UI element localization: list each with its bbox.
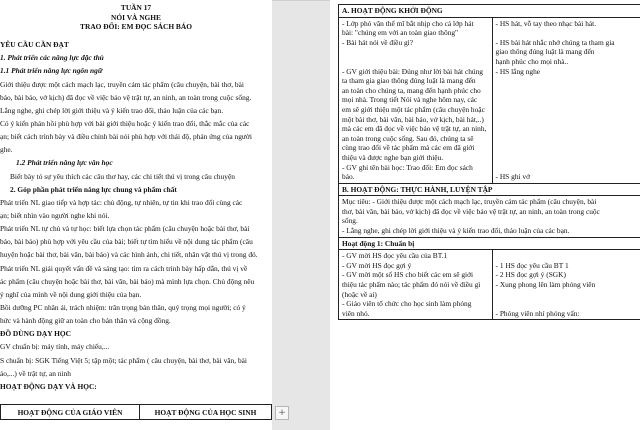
body-line: Có ý kiến phản hồi phù hợp với bài giới thiệu hoặc ý kiến trao đổi, thắc mắc của các (0, 118, 250, 128)
body-line: Giới thiệu được một cách mạch lạc, truyền cảm tác phẩm (câu chuyện, bài thơ, bài (0, 79, 244, 89)
body-line: 2. Góp phần phát triển năng lực chung và phẩm chất (10, 184, 177, 194)
cell-line: sống. (342, 216, 358, 226)
body-line: huyện hoặc bài thơ, bài văn, bài báo) và các hình ảnh, chi tiết, nhân vật thú vị trong đó. (0, 250, 258, 260)
cell-line (496, 95, 640, 105)
subject-heading: NÓI VÀ NGHE (111, 12, 161, 22)
cell-line (496, 290, 640, 300)
body-line: áo,...) về trật tự, an ninh (0, 368, 71, 378)
section-a-content (339, 17, 640, 183)
section-b-heading: B. HOẠT ĐỘNG: THỰC HÀNH, LUYỆN TẬP (339, 183, 640, 196)
cell-line: mà các em đã đọc về việc bảo vệ trật tự, an ninh, (342, 124, 487, 134)
lesson-title: TRAO ĐỔI: EM ĐỌC SÁCH BÁO (80, 22, 192, 31)
activity-1-title-row (339, 237, 640, 250)
cell-line: - HS bài hát nhắc nhở chúng ta tham gia (495, 37, 615, 47)
cell-line: cùng trao đổi về tác phẩm mà các em đã giới (342, 143, 475, 153)
cell-line (342, 57, 489, 67)
cell-line (496, 251, 640, 261)
activity-1-content (339, 250, 640, 320)
body-line: YÊU CẦU CẦN ĐẠT (0, 40, 69, 49)
cell-line (496, 163, 640, 173)
cell-line (496, 134, 640, 144)
cell-line: - Lớp phó văn thể mĩ bắt nhịp cho cả lớp hát (342, 18, 474, 28)
cell-line: - GV mời một số HS cho biết các em sẽ giới (342, 270, 474, 280)
cell-line: - 2 HS đọc gợi ý (SGK) (495, 270, 566, 280)
cell-line (496, 105, 640, 115)
cell-line: hạnh phúc cho mọi nhà.. (495, 56, 569, 66)
week-heading: TUẦN 17 (120, 3, 152, 12)
document-page-left (0, 0, 272, 430)
cell-line: - GV ghi tên bài học: Trao đổi: Em đọc sách (342, 162, 473, 172)
body-line: ghe. (0, 145, 13, 155)
student-column-header: HOẠT ĐỘNG CỦA HỌC SINH (140, 405, 272, 420)
cell-line: mọi nhà. Trong tiết Nói và nghe hôm nay, các (342, 95, 478, 105)
cell-line: thơ, bài văn, bài báo, vở kịch) đã đọc về việc bảo vệ trật tự, an ninh, an toàn trong cuộc (342, 206, 600, 216)
cell-line (496, 143, 640, 153)
body-line: Biết bày tỏ sự yêu thích các câu thơ hay, các chi tiết thú vị trong câu chuyện (10, 171, 235, 181)
cell-line: - HS hát, vỗ tay theo nhạc bài hát. (495, 18, 597, 28)
cell-line: an toàn cho chúng ta, mang đến hạnh phúc cho (342, 85, 481, 95)
cell-line: ta tham gia giao thông đúng luật là mang đến (342, 76, 476, 86)
body-line: S chuẩn bị: SGK Tiếng Việt 5; tập một; tác phẩm ( câu chuyện, bài thơ, bài văn, bài (0, 355, 247, 365)
cell-line (496, 124, 640, 134)
cell-line: giao thông đúng luật là mang đến (495, 47, 595, 57)
cell-line (342, 47, 489, 57)
body-line: 1.2 Phát triển năng lực văn học (16, 158, 113, 168)
cell-line: - HS lắng nghe (495, 66, 541, 76)
teacher-activity-cell (339, 17, 493, 183)
document-page-right (330, 0, 640, 430)
cell-line: an toàn trong cuộc sống. Sau đó, chúng ta sẽ (342, 133, 474, 143)
body-line: Lắng nghe, ghi chép lời giới thiệu và ý kiến trao đổi, thảo luận của các bạn. (0, 105, 224, 115)
cell-line: - GV giới thiệu bài: Đúng như lời bài hát chúng (342, 66, 484, 76)
cell-line: - 1 HS đọc yêu cầu BT 1 (495, 260, 569, 270)
activity-1-teacher-cell (339, 250, 493, 320)
body-line: ý nghĩ của mình về nội dung giới thiệu của bạn. (0, 289, 142, 299)
section-b-goal (339, 196, 640, 237)
teacher-column-header: HOẠT ĐỘNG CỦA GIÁO VIÊN (1, 405, 140, 420)
body-line: Bồi dưỡng PC nhân ái, trách nhiệm: trân trọng bản thân, quý trọng mọi người; có ý (0, 303, 246, 312)
cell-line (496, 76, 640, 86)
activity-1-title: Hoạt động 1: Chuẩn bị (339, 237, 640, 250)
cell-line (496, 299, 640, 309)
body-line: ạn; biết cách trình bày và điều chỉnh bài nói phù hợp với thái độ, phản ứng của người (0, 132, 252, 142)
body-line: ác phẩm (câu chuyện hoặc bài thơ, bài văn, bài báo) mà mình lựa chọn. Chủ động nêu (0, 276, 255, 286)
body-line: báo, bài báo, vở kịch) đã đọc về việc bảo vệ trật tự, an ninh, an toàn trong cuộc sống. (0, 92, 252, 102)
cell-line: viên nhỏ. (342, 308, 370, 318)
cell-line (496, 28, 640, 38)
lesson-activity-table (338, 4, 640, 320)
student-activity-cell (492, 17, 640, 183)
cell-line: bài: "chúng em với an toàn giao thông" (342, 28, 459, 38)
cell-line: - GV mời HS đọc yêu cầu của BT.1 (342, 251, 448, 261)
cell-line: - Bài hát nói về điều gì? (342, 37, 414, 47)
body-line: GV chuẩn bị: máy tính, máy chiếu,... (0, 342, 110, 352)
cell-line: - GV mời HS đọc gợi ý (342, 260, 412, 270)
body-line: hức và hành động giữ an toàn cho bản thân và cộng đồng. (0, 316, 171, 326)
body-line: HOẠT ĐỘNG DẠY VÀ HỌC: (0, 381, 97, 391)
page-gutter (272, 0, 330, 430)
add-page-button[interactable]: + (275, 406, 289, 420)
body-line: Phát triển NL tự chủ và tự học: biết lựa chọn tác phẩm (câu chuyện hoặc bài thơ, bài (0, 224, 250, 234)
cell-line (496, 153, 640, 163)
cell-line: - Giáo viên tổ chức cho học sinh làm phỏng (342, 299, 472, 309)
cell-line: - Xung phong lên làm phóng viên (495, 280, 596, 290)
cell-line: - HS ghi vở (495, 172, 531, 182)
section-a-row (339, 5, 640, 18)
cell-line: Mục tiêu: - Giới thiệu được một cách mạch lạc, truyền cảm tác phẩm (câu chuyện, bài (342, 197, 597, 207)
section-a-heading: A. HOẠT ĐỘNG KHỞI ĐỘNG (339, 5, 640, 18)
activity-table-header (0, 404, 272, 420)
cell-line: - Lắng nghe, ghi chép lời giới thiệu và ý kiến trao đổi, thảo luận của các bạn. (342, 226, 570, 236)
cell-line: (hoặc về ai) (342, 289, 377, 299)
cell-line: thiệu tác phẩm nào; tác phẩm đó nói về điều gì (342, 280, 481, 290)
body-line: 1. Phát triển các năng lực đặc thù (0, 53, 104, 63)
body-line: ạn; biết nhìn vào người nghe khi nói. (0, 211, 110, 220)
cell-line: thiệu và được nghe bạn giới thiệu. (342, 152, 444, 162)
body-line: 1.1 Phát triển năng lực ngôn ngữ (0, 66, 103, 76)
body-line: ĐỒ DÙNG DẠY HỌC (0, 329, 71, 339)
cell-line (496, 115, 640, 125)
body-line: Phát triển NL giải quyết vấn đề và sáng tạo: tìm ra cách trình bày hấp dẫn, thú vị về (0, 263, 248, 273)
section-b-row (339, 183, 640, 196)
body-line: Phát triển NL giao tiếp và hợp tác: chủ động, tự nhiên, tự tin khi trao đổi cùng các (0, 197, 243, 207)
section-b-goal-row (339, 196, 640, 237)
cell-line: - Phóng viên nhí phỏng vấn: (495, 308, 580, 318)
activity-1-student-cell (492, 250, 640, 320)
cell-line (496, 86, 640, 96)
cell-line: em sẽ giới thiệu một tác phẩm (câu chuyện hoặc (342, 104, 485, 114)
cell-line: báo. (342, 172, 355, 182)
cell-line: một bài thơ, bài văn, bài báo, vở kịch, bài hát,..) (342, 114, 484, 124)
body-line: báo, bài báo) phù hợp với yêu cầu của bài; biết tự tìm hiểu về nội dung tác phẩm (câu (0, 237, 253, 247)
